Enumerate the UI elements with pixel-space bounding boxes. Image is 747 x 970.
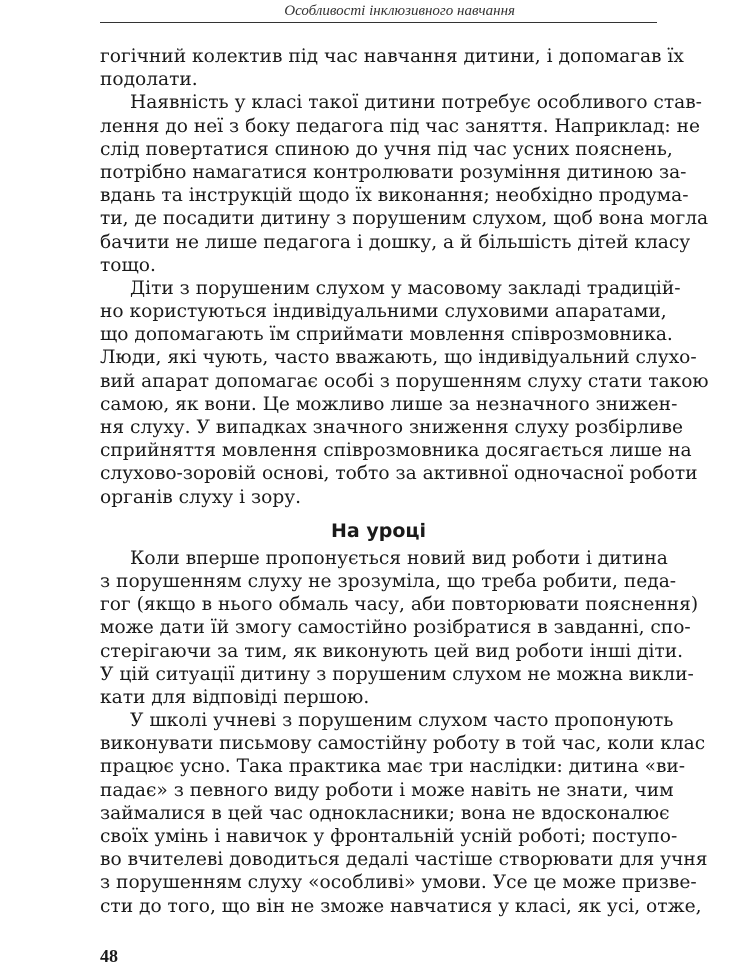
running-header <box>100 0 657 23</box>
text-line: потрібно намагатися контролювати розуміння дитиною за- <box>100 161 687 183</box>
text-line: У цій ситуації дитину з порушеним слухом не можна викли- <box>100 663 694 685</box>
text-line: сти до того, що він не зможе навчатися у класі, як усі, отже, <box>100 895 702 917</box>
paragraph-1 <box>100 45 684 91</box>
text-line: виконувати письмову самостійну роботу в той час, коли клас <box>100 733 706 755</box>
text-line: сприйняття мовлення співрозмовника досягається лише на <box>100 440 692 462</box>
text-line: працює усно. Така практика має три наслідки: дитина «ви- <box>100 756 686 778</box>
paragraph-3 <box>100 277 709 509</box>
text-line: Коли вперше пропонується новий вид роботи і дитина <box>130 547 668 569</box>
text-line: лення до неї з боку педагога під час заняття. Наприклад: не <box>100 115 700 137</box>
section-heading: На уроці <box>331 519 426 542</box>
page-body <box>100 45 709 918</box>
text-line: но користуються індивідуальними слуховими апаратами, <box>100 301 667 323</box>
text-line: самою, як вони. Це можливо лише за незначного знижен- <box>100 393 678 415</box>
text-line: вдань та інструкцій щодо їх виконання; необхідно продума- <box>100 185 689 207</box>
text-line: подолати. <box>100 69 198 91</box>
text-line: з порушенням слуху «особливі» умови. Усе це може призве- <box>100 872 697 894</box>
page-number: 48 <box>100 946 118 966</box>
text-line: Діти з порушеним слухом у масовому закладі традицій- <box>130 277 681 299</box>
paragraph-4 <box>100 547 699 709</box>
text-line: стерігаючи за тим, як виконують цей вид роботи інші діти. <box>100 640 684 662</box>
running-head-title: Особливості інклюзивного навчання <box>284 3 515 19</box>
text-line: вий апарат допомагає особі з порушенням слуху стати такою <box>100 370 709 392</box>
text-line: може дати їй змогу самостійно розібратися в завданні, спо- <box>100 617 691 639</box>
text-line: гогічний колектив під час навчання дитини, і допомагав їх <box>100 46 684 67</box>
text-line: органів слуху і зору. <box>100 486 302 508</box>
text-line: ня слуху. У випадках значного зниження слуху розбірливе <box>100 417 683 438</box>
paragraph-5 <box>100 709 708 918</box>
text-line: бачити не лише педагога і дошку, а й більшість дітей класу <box>100 231 691 253</box>
text-line: займалися в цей час однокласники; вона не вдосконалює <box>100 802 670 824</box>
text-line: слухово-зоровій основі, тобто за активної одночасної роботи <box>100 463 698 485</box>
text-line: У школі учневі з порушеним слухом часто пропонують <box>130 710 674 732</box>
paragraph-2 <box>100 91 709 277</box>
text-line: слід повертатися спиною до учня під час усних пояснень, <box>100 138 673 160</box>
text-line: во вчителеві доводиться дедалі частіше створювати для учня <box>100 849 708 871</box>
text-line: що допомагають їм сприймати мовлення співрозмовника. <box>100 324 673 346</box>
text-line: падає» з певного виду роботи і може навіть не знати, чим <box>100 779 674 801</box>
text-line: Люди, які чують, часто вважають, що індивідуальний слухо- <box>100 347 697 369</box>
text-line: гог (якщо в нього обмаль часу, аби повторювати пояснення) <box>100 594 699 616</box>
text-line: Наявність у класі такої дитини потребує особливого став- <box>130 92 702 114</box>
text-line: тощо. <box>100 254 156 276</box>
text-line: з порушенням слуху не зрозуміла, що треба робити, педа- <box>100 570 677 592</box>
text-line: ти, де посадити дитину з порушеним слухом, щоб вона могла <box>100 208 709 230</box>
text-line: кати для відповіді першою. <box>100 686 370 708</box>
text-line: своїх умінь і навичок у фронтальній усній роботі; поступо- <box>100 826 678 847</box>
